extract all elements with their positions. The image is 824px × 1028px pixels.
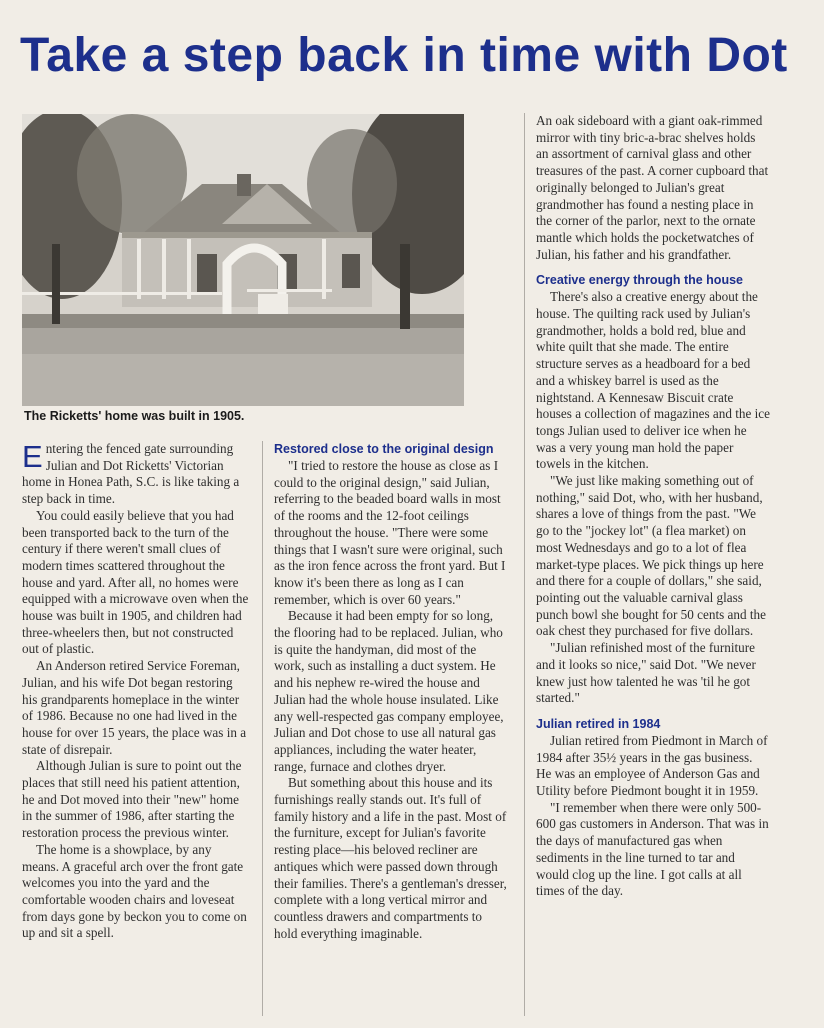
article-column-3 <box>536 113 770 900</box>
article-paragraph: "I tried to restore the house as close as I could to the original design," said Julian, referring to the beaded board walls in most of the rooms and the 12-foot ceilings throughout the house. "There were some things that I wasn't sure were original, such as the iron fence across the front yard. But I know it's been there as long as I can remember, which is over 60 years." <box>274 458 506 607</box>
house-photo <box>22 114 464 406</box>
article-paragraph: An oak sideboard with a giant oak-rimmed mirror with tiny bric-a-brac shelves holds an assortment of carnival glass and other treasures of the past. A corner cupboard that originally belonged to Julian's great grandmother has found a nesting place in the corner of the parlor, next to the ornate mantle which holds the pocketwatches of Julian, his father and his grandfather. <box>536 113 769 262</box>
photo-caption: The Ricketts' home was built in 1905. <box>24 409 245 423</box>
article-paragraph <box>22 441 250 508</box>
section-heading: Julian retired in 1984 <box>536 716 661 731</box>
article-paragraph: "Julian refinished most of the furniture and it looks so nice," said Dot. "We never knew just how talented he was 'til he got started." <box>536 640 756 706</box>
column-divider <box>262 441 263 1016</box>
article-paragraph: The home is a showplace, by any means. A graceful arch over the front gate welcomes you into the yard and the comfortable wooden chairs and loveseat from days gone by beckon you to come on up and sit a spell. <box>22 841 247 941</box>
article-paragraph: Because it had been empty for so long, the flooring had to be replaced. Julian, who is quite the handyman, did most of the work, such as installing a duct system. He and his nephew re-wired the house and Julian had the whole house insulated. Like any well-respected gas company employee, Julian and Dot chose to use all natural gas appliances, including the water heater, range, furnace and clothes dryer. <box>274 608 504 774</box>
drop-cap: E <box>22 439 43 474</box>
column-divider <box>524 113 525 1016</box>
section-heading: Creative energy through the house <box>536 273 743 288</box>
article-paragraph: An Anderson retired Service Foreman, Julian, and his wife Dot began restoring his grandparents homeplace in the winter of 1986. Because no one had lived in the house for over 15 years, the place was in a state of disrepair. <box>22 658 247 757</box>
section-heading: Restored close to the original design <box>274 442 494 456</box>
article-column-2 <box>274 441 508 942</box>
paragraph-text: ntering the fenced gate surrounding Julian and Dot Ricketts' Victorian home in Honea Path, S.C. is like taking a step back in time. <box>22 441 240 507</box>
article-column-1 <box>22 441 250 942</box>
article-paragraph: Although Julian is sure to point out the places that still need his patient attention, he and Dot moved into their "new" home in the summer of 1986, after starting the restoration process the previous winter. <box>22 758 242 841</box>
article-paragraph: You could easily believe that you had been transported back to the turn of the century if there weren't small clues of modern times scattered throughout the house and yard. After all, no homes were equipped with a microwave oven when the house was built in 1905, and children had three-wheelers then, but not constructed out of plastic. <box>22 507 249 657</box>
article-paragraph: Julian retired from Piedmont in March of 1984 after 35½ years in the gas business. He was an employee of Anderson Gas and Utility before Piedmont bought it in 1959. <box>536 732 768 799</box>
article-paragraph: "We just like making something out of nothing," said Dot, who, with her husband, shares a love of things from the past. "We go to the "jockey lot" (a flea market) on most Wednesdays and go to a lot of flea market-type places. We pick things up here and there for a couple of dollars," she said, pointing out the valuable carnival glass punch bowl she bought for 50 cents and the oak chest they purchased for five dollars. <box>536 473 767 639</box>
article-paragraph: But something about this house and its furnishings really stands out. It's full of family history and a life in the past. Most of the furniture, except for Julian's favorite resting place—his beloved recliner are antiques which were passed down through their families. There's a gentleman's dresser, complete with a long vertical mirror and countless drawers and compartments to hold everything imaginable. <box>274 775 507 941</box>
headline: Take a step back in time with Dot <box>20 29 788 82</box>
article-paragraph: "I remember when there were only 500-600 gas customers in Anderson. That was in the days of manufactured gas when sediments in the line turned to tar and would clog up the line. I got calls at all times of the day. <box>536 799 769 899</box>
article-paragraph: There's also a creative energy about the house. The quilting rack used by Julian's grandmother, holds a bold red, blue and white quilt that she made. The entire structure serves as a headboard for a bed and a whiskey barrel is used as the nightstand. A Kennesaw Biscuit crate houses a collection of magazines and the ice tongs Julian used to deliver ice when he was a very young man hold the paper towels in the kitchen. <box>536 289 770 472</box>
